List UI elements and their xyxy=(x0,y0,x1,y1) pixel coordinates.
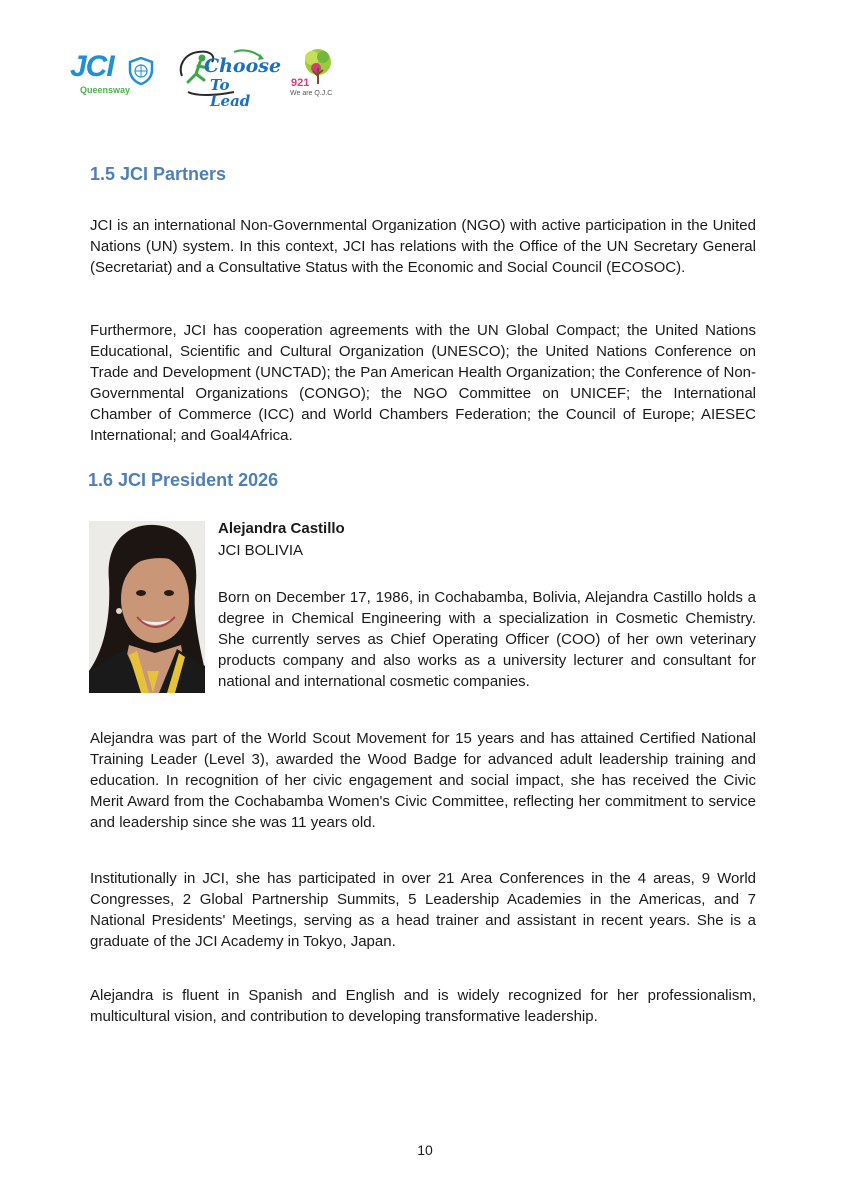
choose-to-lead-logo xyxy=(174,46,282,110)
tree-logo-caption: We are Q.J.C xyxy=(290,90,333,97)
president-paragraph-4: Alejandra is fluent in Spanish and English and is widely recognized for her professionalism, multicultural vision, and contribution to developing transformative leadership. xyxy=(90,987,756,1025)
shield-icon xyxy=(128,57,154,85)
section-heading-partners: 1.5 JCI Partners xyxy=(90,164,227,184)
president-paragraph-3: Institutionally in JCI, she has participated in over 21 Area Conferences in the 4 areas, 9 World Congresses, 2 Global Partnership Summits, 5 Leadership Academies in the Americas, and 7 National Presidents' Meetings, serving as a head trainer and assistant in recent years. She is a graduate of the JCI Academy in Tokyo, Japan. xyxy=(90,870,756,950)
jci-logo-subtext: Queensway xyxy=(80,85,131,95)
section-heading-president: 1.6 JCI President 2026 xyxy=(88,470,279,490)
president-photo xyxy=(89,521,205,693)
president-name: Alejandra Castillo xyxy=(218,520,345,537)
page-number: 10 xyxy=(417,1142,433,1158)
header-logos xyxy=(70,44,350,110)
choose-logo-bottom-text: To Lead xyxy=(210,76,251,110)
president-organization: JCI BOLIVIA xyxy=(218,542,304,559)
portrait-image xyxy=(89,521,205,693)
jci-queensway-logo xyxy=(70,50,131,95)
tree-icon xyxy=(288,46,338,90)
partners-paragraph-1: JCI is an international Non-Governmental Organization (NGO) with active participation in the United Nations (UN) system. In this context, JCI has relations with the Office of the UN Secretary General (Secretariat) and a Consultative Status with the Economic and Social Council (ECOSOC). xyxy=(90,217,756,276)
choose-logo-top-text: Choose xyxy=(204,55,282,77)
tree-logo-number: 921 xyxy=(291,77,310,89)
tree-logo xyxy=(288,46,338,102)
jci-logo-text: JCI xyxy=(70,50,114,83)
president-paragraph-2: Alejandra was part of the World Scout Movement for 15 years and has attained Certified National Training Leader (Level 3), awarded the Wood Badge for advanced adult leadership training and education. In recognition of her civic engagement and social impact, she has received the Civic Merit Award from the Cochabamba Women's Civic Committee, reflecting her commitment to service and leadership since she was 11 years old. xyxy=(90,730,756,831)
partners-paragraph-2: Furthermore, JCI has cooperation agreements with the UN Global Compact; the United Nations Educational, Scientific and Cultural Organization (UNESCO); the United Nations Conference on Trade and Development (UNCTAD); the Pan American Health Organization; the Conference of Non-Governmental Organizations (CONGO); the NGO Committee on UNICEF; the International Chamber of Commerce (ICC) and World Chambers Federation; the Council of Europe; AIESEC International; and Goal4Africa. xyxy=(90,322,756,444)
president-paragraph-1: Born on December 17, 1986, in Cochabamba, Bolivia, Alejandra Castillo holds a degree in Chemical Engineering with a specialization in Cosmetic Chemistry. She currently serves as Chief Operating Officer (COO) of her own veterinary products company and also works as a university lecturer and consultant for national and international cosmetic companies. xyxy=(218,589,756,690)
